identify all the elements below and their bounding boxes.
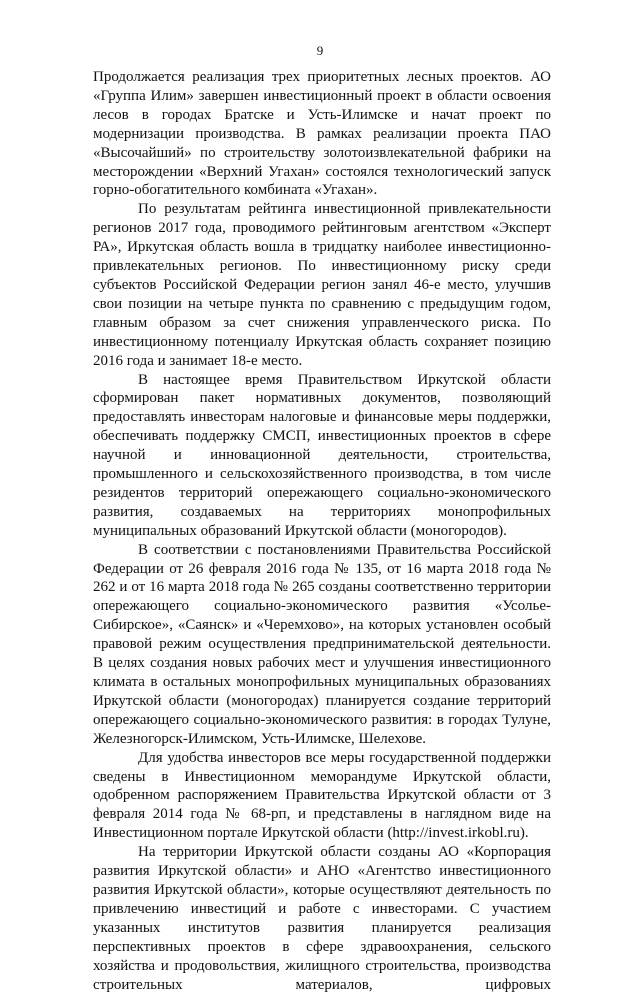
paragraph-investment-memorandum: Для удобства инвесторов все меры государственной поддержки сведены в Инвестиционном меморандуме Иркутской области, одобренном распоряжением Правительства Иркутской области от 3 февраля 2014 года № 68-рп, и представлены в наглядном виде на Инвестиционном портале Иркутской области (http://invest.irkobl.ru). (93, 749, 551, 842)
paragraph-investment-rating: По результатам рейтинга инвестиционной привлекательности регионов 2017 года, проводимого рейтинговым агентством «Эксперт РА», Иркутская область вошла в тридцатку наиболее инвестиционно-привлекательных регионов. По инвестиционному риску среди субъектов Российской Федерации регион занял 46-е место, улучшив свои позиции на четыре пункта по сравнению с предыдущим годом, главным образом за счет снижения управленческого риска. По инвестиционному потенциалу Иркутская область сохраняет позицию 2016 года и занимает 18-е место. (93, 201, 551, 369)
paragraph-tor-territories: В соответствии с постановлениями Правительства Российской Федерации от 26 февраля 2016 года № 135, от 16 марта 2018 года № 262 и от 16 марта 2018 года № 265 созданы соответственно территории опережающего социально-экономического развития «Усолье-Сибирское», «Саянск» и «Черемхово», на которых установлен особый правовой режим осуществления предпринимательской деятельности. В целях создания новых рабочих мест и улучшения инвестиционного климата в остальных монопрофильных муниципальных образованиях Иркутской области (моногородах) планируется создание территорий опережающего социально-экономического развития: в городах Тулуне, Железногорск-Илимском, Усть-Илимске, Шелехове. (93, 541, 551, 747)
paragraph-regulatory-package: В настоящее время Правительством Иркутской области сформирован пакет нормативных документов, позволяющий предоставлять инвесторам налоговые и финансовые меры поддержки, обеспечивать поддержку СМСП, инвестиционных проектов в сфере научной и инновационной деятельности, строительства, промышленного и сельскохозяйственного производства, в том числе резидентов территорий опережающего социально-экономического развития, создаваемых на территориях монопрофильных муниципальных образований Иркутской области (моногородов). (93, 371, 551, 539)
paragraph-forest-projects: Продолжается реализация трех приоритетных лесных проектов. АО «Группа Илим» завершен инвестиционный проект в области освоения лесов в городах Братске и Усть-Илимске и начат проект по модернизации производства. В рамках реализации проекта ПАО «Высочайший» по строительству золотоизвлекательной фабрики на месторождении «Верхний Угахан» состоялся технологический запуск горно-обогатительного комбината «Угахан». (93, 69, 551, 199)
body-text (93, 68, 551, 994)
page-number: 9 (316, 43, 324, 58)
paragraph-development-institutions: На территории Иркутской области созданы АО «Корпорация развития Иркутской области» и АНО «Агентство инвестиционного развития Иркутской области», которые осуществляют деятельность по привлечению инвестиций и работе с инвесторами. С участием указанных институтов развития планируется реализация перспективных проектов в сфере здравоохранения, сельского хозяйства и продовольствия, жилищного строительства, производства строительных материалов, цифровых (93, 844, 551, 993)
